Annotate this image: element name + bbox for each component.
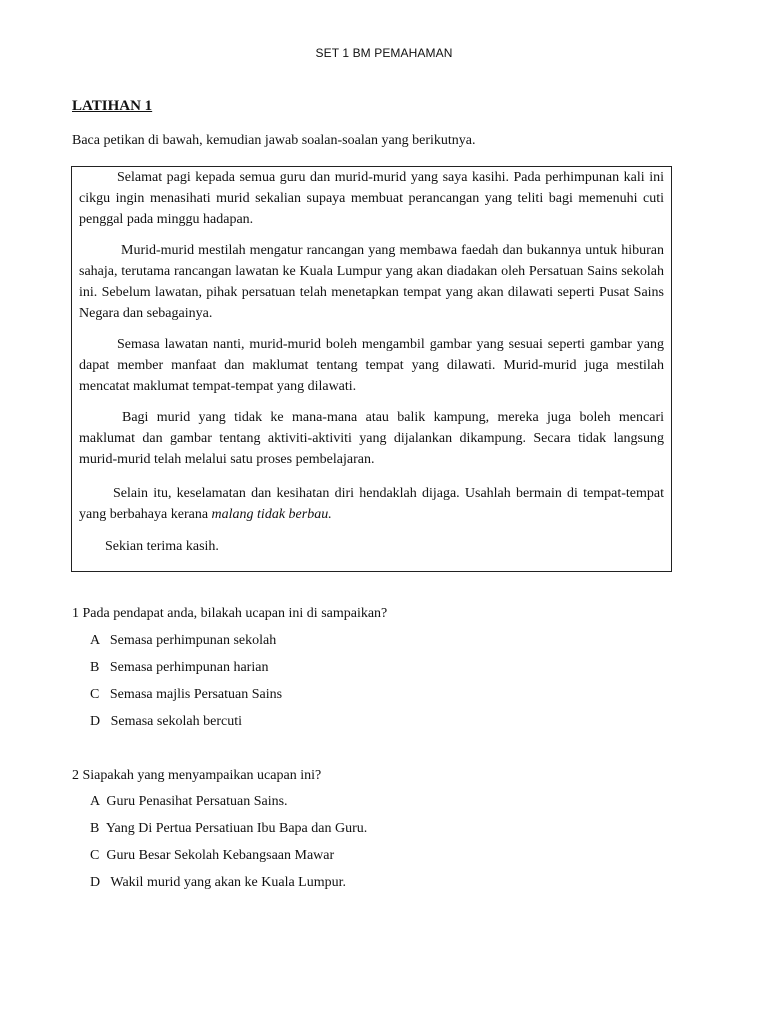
question-2: 2 Siapakah yang menyampaikan ucapan ini? [72,768,322,783]
question-2-option-d[interactable]: D Wakil murid yang akan ke Kuala Lumpur. [90,875,346,890]
passage-paragraph-5 [79,483,664,525]
passage-paragraph-5-text: Selain itu, keselamatan dan kesihatan diri hendaklah dijaga. Usahlah bermain di tempat-tempat yang berbahaya kerana [79,486,664,522]
instruction-text: Baca petikan di bawah, kemudian jawab soalan-soalan yang berikutnya. [72,133,476,148]
passage-paragraph-2: Murid-murid mestilah mengatur rancangan yang membawa faedah dan bukannya untuk hiburan sahaja, terutama rancangan lawatan ke Kuala Lumpur yang akan diadakan oleh Persatuan Sains sekolah ini. Sebelum lawatan, pihak persatuan telah menetapkan tempat yang akan dilawati seperti Pusat Sains Negara dan sebagainya. [79,243,664,321]
passage-box [71,166,672,572]
question-2-option-c[interactable]: C Guru Besar Sekolah Kebangsaan Mawar [90,848,335,863]
question-2-option-b[interactable]: B Yang Di Pertua Persatiuan Ibu Bapa dan Guru. [90,821,368,836]
question-1-option-a[interactable]: A Semasa perhimpunan sekolah [90,633,277,648]
question-1-option-c[interactable]: C Semasa majlis Persatuan Sains [90,687,283,702]
question-2-option-a[interactable]: A Guru Penasihat Persatuan Sains. [90,794,288,809]
passage-proverb: malang tidak berbau. [211,507,332,522]
passage-paragraph-1: Selamat pagi kepada semua guru dan murid-murid yang saya kasihi. Pada perhimpunan kali ini cikgu ingin menasihati murid sekalian supaya membuat perancangan yang teliti bagi memenuhi cuti penggal pada minggu hadapan. [79,170,664,227]
question-1-option-b[interactable]: B Semasa perhimpunan harian [90,660,269,675]
passage-paragraph-4: Bagi murid yang tidak ke mana-mana atau balik kampung, mereka juga boleh mencari maklumat dan gambar tentang aktiviti-aktiviti yang dijalankan dikampung. Secara tidak langsung murid-murid telah melalui satu proses pembelajaran. [79,410,664,467]
question-1-option-d[interactable]: D Semasa sekolah bercuti [90,714,243,729]
passage-paragraph-3: Semasa lawatan nanti, murid-murid boleh mengambil gambar yang sesuai seperti gambar yang dapat member manfaat dan maklumat tentang tempat yang dilawati. Murid-murid juga mestilah mencatat maklumat tempat-tempat yang dilawati. [79,337,664,394]
passage-closing: Sekian terima kasih. [105,539,219,554]
section-title: LATIHAN 1 [72,98,153,114]
document-header: SET 1 BM PEMAHAMAN [315,46,453,60]
question-1: 1 Pada pendapat anda, bilakah ucapan ini di sampaikan? [72,606,388,621]
